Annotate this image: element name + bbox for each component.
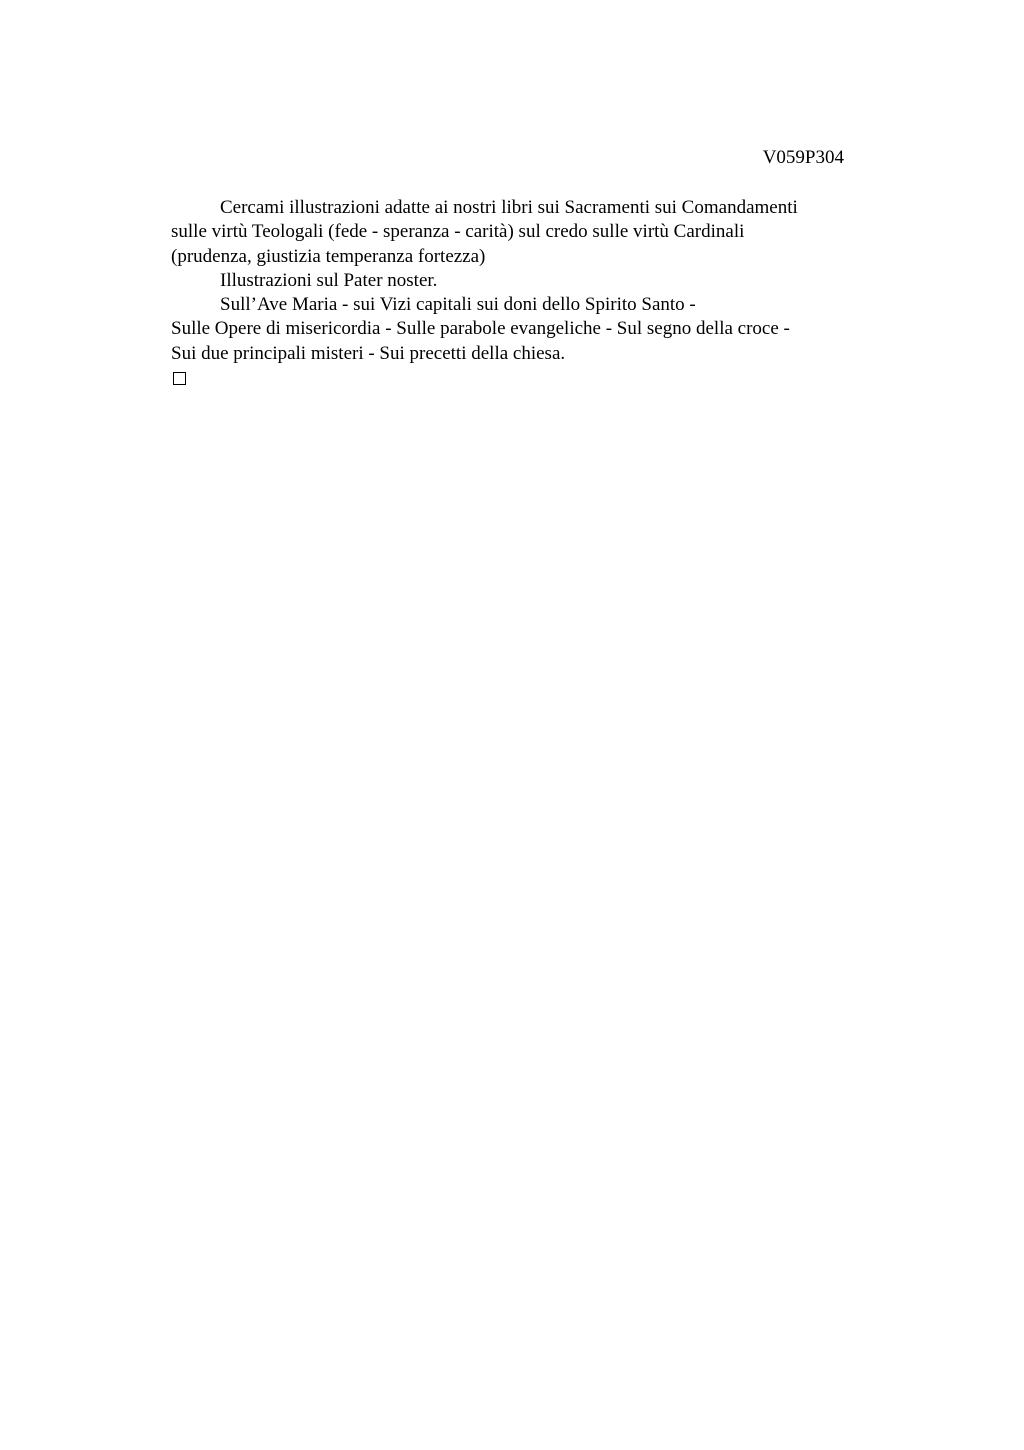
paragraph-line: (prudenza, giustizia temperanza fortezza): [171, 245, 486, 267]
paragraph-line: Sull’Ave Maria - sui Vizi capitali sui doni dello Spirito Santo -: [220, 294, 696, 316]
paragraph-3: [171, 293, 861, 366]
paragraph-line: Cercami illustrazioni adatte ai nostri libri sui Sacramenti sui Comandamenti: [220, 197, 798, 218]
paragraph-line: Sulle Opere di misericordia - Sulle parabole evangeliche - Sul segno della croce -: [171, 318, 790, 340]
paragraph-line: sulle virtù Teologali (fede - speranza - carità) sul credo sulle virtù Cardinali: [171, 221, 745, 243]
paragraph-line: Sui due principali misteri - Sui precetti della chiesa.: [171, 342, 566, 364]
paragraph-2: [171, 269, 861, 293]
document-body: [171, 196, 861, 385]
paragraph-line: Illustrazioni sul Pater noster.: [220, 269, 438, 291]
document-id: V059P304: [762, 147, 844, 168]
end-of-text-box-icon: [173, 372, 186, 385]
paragraph-1: [171, 196, 861, 269]
